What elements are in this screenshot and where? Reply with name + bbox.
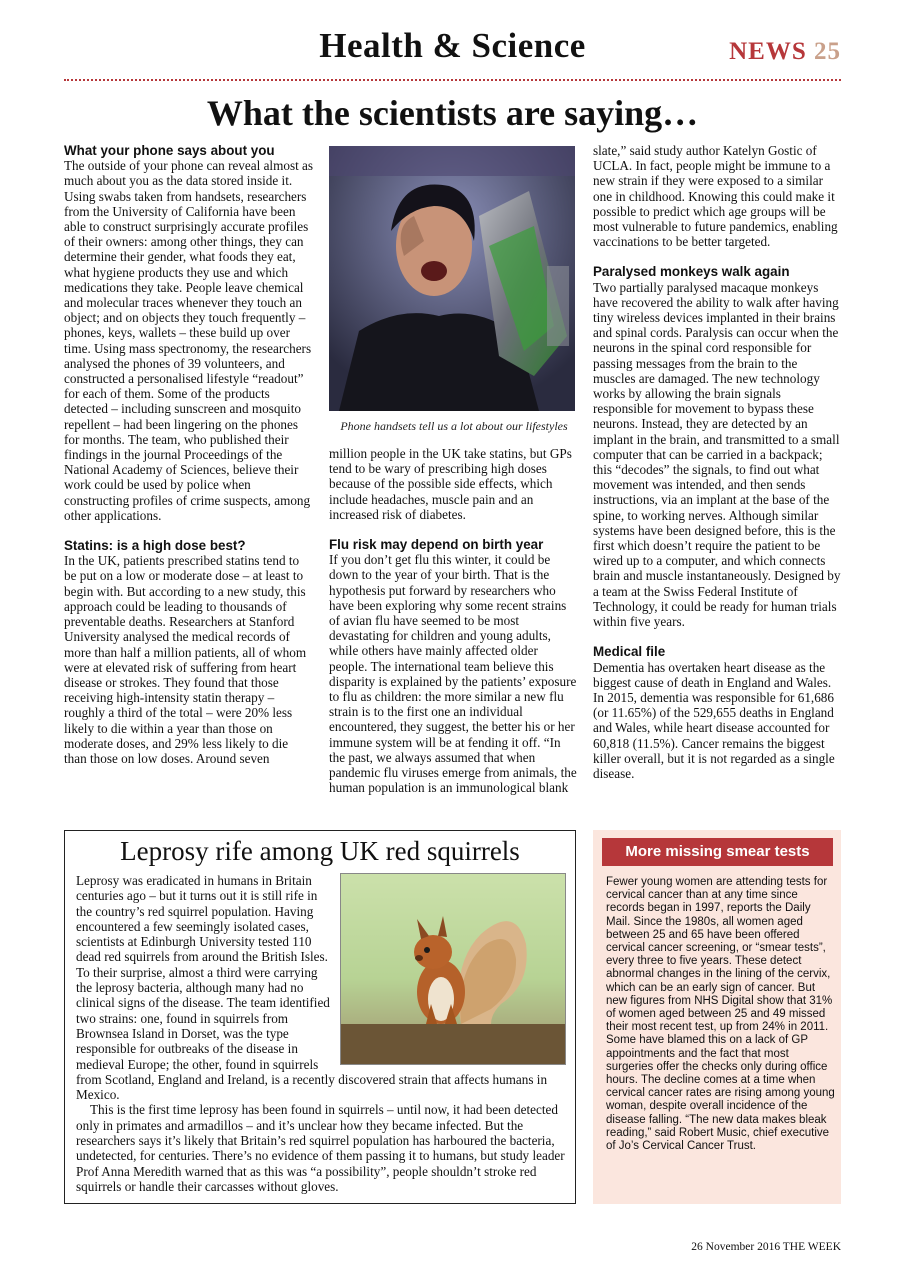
smear-tests-title: More missing smear tests xyxy=(602,838,833,866)
news-label-text: NEWS xyxy=(729,38,807,65)
flu-heading: Flu risk may depend on birth year xyxy=(329,537,544,553)
footer xyxy=(691,1241,841,1253)
page-number: 25 xyxy=(814,38,841,65)
phone-body: The outside of your phone can reveal almost as much about you as the data stored inside it. Using swabs taken from handsets, researchers from the University of California have been able to construct surprisingly accurate profiles of their owners: among other things, they can determine their gender, what foods they eat, what hygiene products they use and which medications they take. People leave chemical and molecular traces whenever they touch an object; and on objects they touch frequently – phones, keys, wallets – these build up over time. Using mass spectronomy, the researchers analysed the phones of 39 volunteers, and constructed a personalised lifestyle “readout” for each of them. Some of the products detected – including sunscreen and mosquito repellent – had been lingering on the phones for months. The team, who published their findings in the journal Proceedings of the National Academy of Sciences, believe their work could be used by police when constructing profiles of crime suspects, among other applications. xyxy=(64,158,314,523)
main-headline: What the scientists are saying… xyxy=(206,93,699,133)
statins-continued: million people in the UK take statins, but GPs tend to be wary of prescribing high doses because of the possible side effects, which include headaches, muscle pain and an increased risk of diabetes. xyxy=(329,446,572,522)
leprosy-para-2: This is the first time leprosy has been found in squirrels – until now, it had been detected only in primates and armadillos – and it’s unclear how they became infected. But the researchers says it’s likely that Britain’s red squirrel population has harboured the bacteria, undetected, for centuries. There’s no evidence of them passing it to humans, but study leader Prof Anna Meredith warned that as this was “a possibility”, people shouldn’t stroke red squirrels or handle their carcasses without gloves. xyxy=(76,1102,565,1194)
footer-publication: THE WEEK xyxy=(782,1241,841,1253)
leprosy-title: Leprosy rife among UK red squirrels xyxy=(120,836,520,866)
statins-body: In the UK, patients prescribed statins tend to be put on a low or moderate dose – at least to begin with. But according to a new study, this approach could be leading to thousands of preventable deaths. Researchers at Stanford University analysed the medical records of more than half a million patients, all of whom were at elevated risk of suffering from heart disease or strokes. They found that those receiving high-intensity statin therapy – roughly a third of the total – were 20% less likely to die within a year than those on moderate doses, and 29% less likely to die than those on low doses. Around seven xyxy=(64,553,307,766)
red-squirrel-image xyxy=(341,874,565,1064)
medical-heading: Medical file xyxy=(593,644,666,660)
phone-photo xyxy=(329,146,575,411)
man-on-phone-image xyxy=(329,146,575,411)
column-left xyxy=(64,143,314,766)
squirrel-photo xyxy=(340,873,566,1065)
news-label xyxy=(729,38,841,66)
smear-tests-body: Fewer young women are attending tests for cervical cancer than at any time since records began in 1997, reports the Daily Mail. Since the 1980s, all women aged between 25 and 65 have been offered cervical cancer screening, or “smear tests”, every three to five years. These detect abnormal changes in the lining of the cervix, which can be an early sign of cancer. But new figures from NHS Digital show that 31% of women aged between 25 and 49 missed their most recent test, up from 24% in 2011. Some have blamed this on a lack of GP appointments and the fact that most surgeries offer the checks only during office hours. The decline comes at a time when cervical cancer rates are rising among young woman, despite overall incidence of the disease falling. “The new data makes bleak reading,” said Robert Music, chief executive of Jo’s Cervical Cancer Trust. xyxy=(606,876,835,1153)
leprosy-para-1: Leprosy was eradicated in humans in Britain centuries ago – but it turns out it is still rife in the country’s red squirrel population. Having encountered a few seemingly isolated cases, scientists at Edinburgh University tested 110 dead red squirrels from around the British Isles. To their surprise, almost a third were carrying the leprosy bacteria, although many had no clinical signs of the disease. The team identified two strains: one, found in squirrels from Brownsea Island in Dorset, was the type responsible for outbreaks of the disease in medieval Europe; the other, found in squirrels from Scotland, England and Ireland, is a recently discovered strain that affects humans in Mexico. xyxy=(76,873,548,1103)
footer-date: 26 November 2016 xyxy=(691,1241,781,1253)
header-divider xyxy=(64,79,841,81)
monkeys-body: Two partially paralysed macaque monkeys have recovered the ability to walk after having tiny wireless devices implanted in their brains and spinal cords. Paralysis can occur when the neurons in the spinal cord responsible for passing messages from the brain to the muscles are damaged. The new technology works by allowing the brain signals responsible for movement to bypass these neurons. Instead, they are detected by an implant in the brain, and transmitted to a small computer that can be carried in a backpack; this “decodes” the signals, to find out what movement was intended, and then sends instructions, via an implant at the base of the spine, to working nerves. Although similar systems have been designed before, this is the first which doesn’t require the patient to be wired up to a computer, and which connects brain and muscle instantaneously. Designed by a team at the Swiss Federal Institute of Technology, it could be ready for human trials within five years. xyxy=(593,279,841,630)
photo-caption: Phone handsets tell us a lot about our lifestyles xyxy=(340,419,568,433)
column-middle xyxy=(329,446,579,795)
column-right xyxy=(593,143,843,781)
phone-heading: What your phone says about you xyxy=(64,143,275,158)
medical-body: Dementia has overtaken heart disease as the biggest cause of death in England and Wales. In 2015, dementia was responsible for 61,686 (or 11.65%) of the 529,655 deaths in England and Wales, while heart disease accounted for 60,818 (11.5%). Cancer remains the biggest killer overall, but it is not regarded as a single disease. xyxy=(593,659,835,781)
monkeys-heading: Paralysed monkeys walk again xyxy=(593,264,790,280)
flu-continued: slate,” said study author Katelyn Gostic of UCLA. In fact, people might be immune to a new strain if they were exposed to a similar one in childhood. Knowing this could make it possible to predict which age groups will be most vulnerable to future pandemics, enabling vaccinations to be better targeted. xyxy=(593,143,838,250)
statins-heading: Statins: is a high dose best? xyxy=(64,538,246,554)
leprosy-text xyxy=(76,873,566,1194)
section-title: Health & Science xyxy=(319,26,586,65)
flu-body: If you don’t get flu this winter, it could be down to the year of your birth. That is the hypothesis put forward by researchers who have been exploring why some recent strains of avian flu have seemed to be most devastating for children and young adults, while others have mainly affected older people. The international team believe this disparity is explained by the patients’ exposure to flu as children: the more similar a new flu strain is to the first one an individual encountered, they suggest, the better his or her immune system will be at fending it off. “In the past, we always assumed that when pandemic flu viruses emerge from animals, the human population is an immunological blank xyxy=(329,552,577,796)
